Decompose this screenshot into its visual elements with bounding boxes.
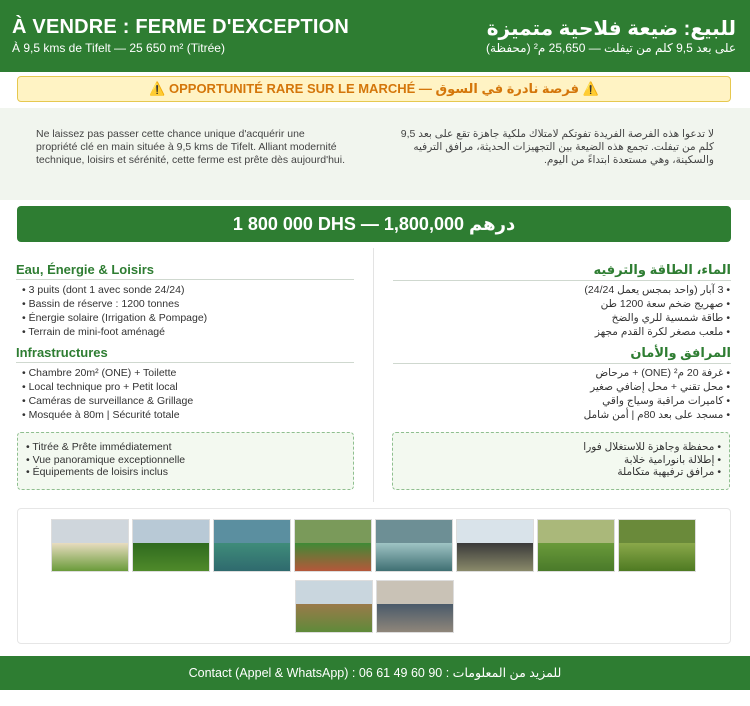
photo-reservoir[interactable] [213,519,291,572]
header [0,0,750,72]
photo-gallery [17,508,731,644]
photo-pump-room[interactable] [376,580,454,633]
list-item: • صهريج ضخم سعة 1200 طن [395,297,730,311]
section-title-water-fr: Eau, Énergie & Loisirs [16,262,354,280]
list-item: • Énergie solaire (Irrigation & Pompage) [22,311,352,325]
photo-mini-foot[interactable] [294,519,372,572]
photo-gate[interactable] [456,519,534,572]
subtitle-ar: على بعد 9,5 كلم من تيفلت — 25,650 م² (محفظة) [486,41,736,55]
list-item: • Titrée & Prête immédiatement [26,441,345,454]
intro-section [0,108,750,200]
page-title-fr: À VENDRE : FERME D'EXCEPTION [12,16,350,38]
subtitle-fr: À 9,5 kms de Tifelt — 25 650 m² (Titrée) [12,41,225,55]
list-item: • Équipements de loisirs inclus [26,466,345,479]
opportunity-banner: ⚠️ OPPORTUNITÉ RARE SUR LE MARCHÉ — فرصة نادرة في السوق ⚠️ [17,76,731,102]
photo-building[interactable] [51,519,129,572]
highlights-box-ar [392,432,730,490]
section-title-water-ar: الماء، الطاقة والترفيه [393,262,731,281]
intro-text-ar: لا تدعوا هذه الفرصة الفريدة تفوتكم لامتلاك ملكية جاهزة تقع على بعد 9,5 كلم من تيفلت. تجمع هذه الضيعة بين التجهيزات الحديثة، مرافق الترفيه والسكينة، وهي مستعدة ابتداءً من اليوم. [400,128,714,166]
intro-text-fr: Ne laissez pas passer cette chance unique d'acquérir une propriété clé en main située à 9,5 kms de Tifelt. Alliant modernité technique, loisirs et sérénité, cette ferme est prête dès aujourd'hui. [36,128,346,166]
infra-list-ar [395,366,730,422]
list-item: • ملعب مصغر لكرة القدم مجهز [395,325,730,339]
water-list-fr [22,283,352,339]
list-item: • غرفة 20 م² (ONE) + مرحاض [395,366,730,380]
list-item: • طاقة شمسية للري والضخ [395,311,730,325]
list-item: • إطلالة بانورامية خلابة [401,454,721,467]
list-item: • كاميرات مراقبة وسياج واقي [395,394,730,408]
water-list-ar [395,283,730,339]
list-item: • Bassin de réserve : 1200 tonnes [22,297,352,311]
infra-list-fr [22,366,352,422]
list-item: • مرافق ترفيهية متكاملة [401,466,721,479]
features-column-ar [375,248,750,502]
list-item: • Mosquée à 80m | Sécurité totale [22,408,352,422]
list-item: • Local technique pro + Petit local [22,380,352,394]
section-title-infra-ar: المرافق والأمان [393,345,731,364]
highlights-list-fr [26,441,345,479]
list-item: • محل تقني + محل إضافي صغير [395,380,730,394]
list-item: • 3 آبار (واحد بمجس يعمل 24/24) [395,283,730,297]
price-bar: 1 800 000 DHS — 1,800,000 درهم [17,206,731,242]
photo-irrigation[interactable] [375,519,453,572]
list-item: • Terrain de mini-foot aménagé [22,325,352,339]
features-column-fr [0,248,374,502]
photo-rows[interactable] [295,580,373,633]
photo-crops[interactable] [537,519,615,572]
list-item: • 3 puits (dont 1 avec sonde 24/24) [22,283,352,297]
section-title-infra-fr: Infrastructures [16,345,354,363]
highlights-box-fr [17,432,354,490]
list-item: • Chambre 20m² (ONE) + Toilette [22,366,352,380]
list-item: • Caméras de surveillance & Grillage [22,394,352,408]
contact-footer: Contact (Appel & WhatsApp) : 06 61 49 60 90 : للمزيد من المعلومات [0,656,750,690]
photo-field[interactable] [132,519,210,572]
list-item: • مسجد على بعد 80م | أمن شامل [395,408,730,422]
highlights-list-ar [401,441,721,479]
photo-greenery[interactable] [618,519,696,572]
page-title-ar: للبيع: ضيعة فلاحية متميزة [486,18,736,40]
list-item: • محفظة وجاهزة للاستغلال فورا [401,441,721,454]
list-item: • Vue panoramique exceptionnelle [26,454,345,467]
